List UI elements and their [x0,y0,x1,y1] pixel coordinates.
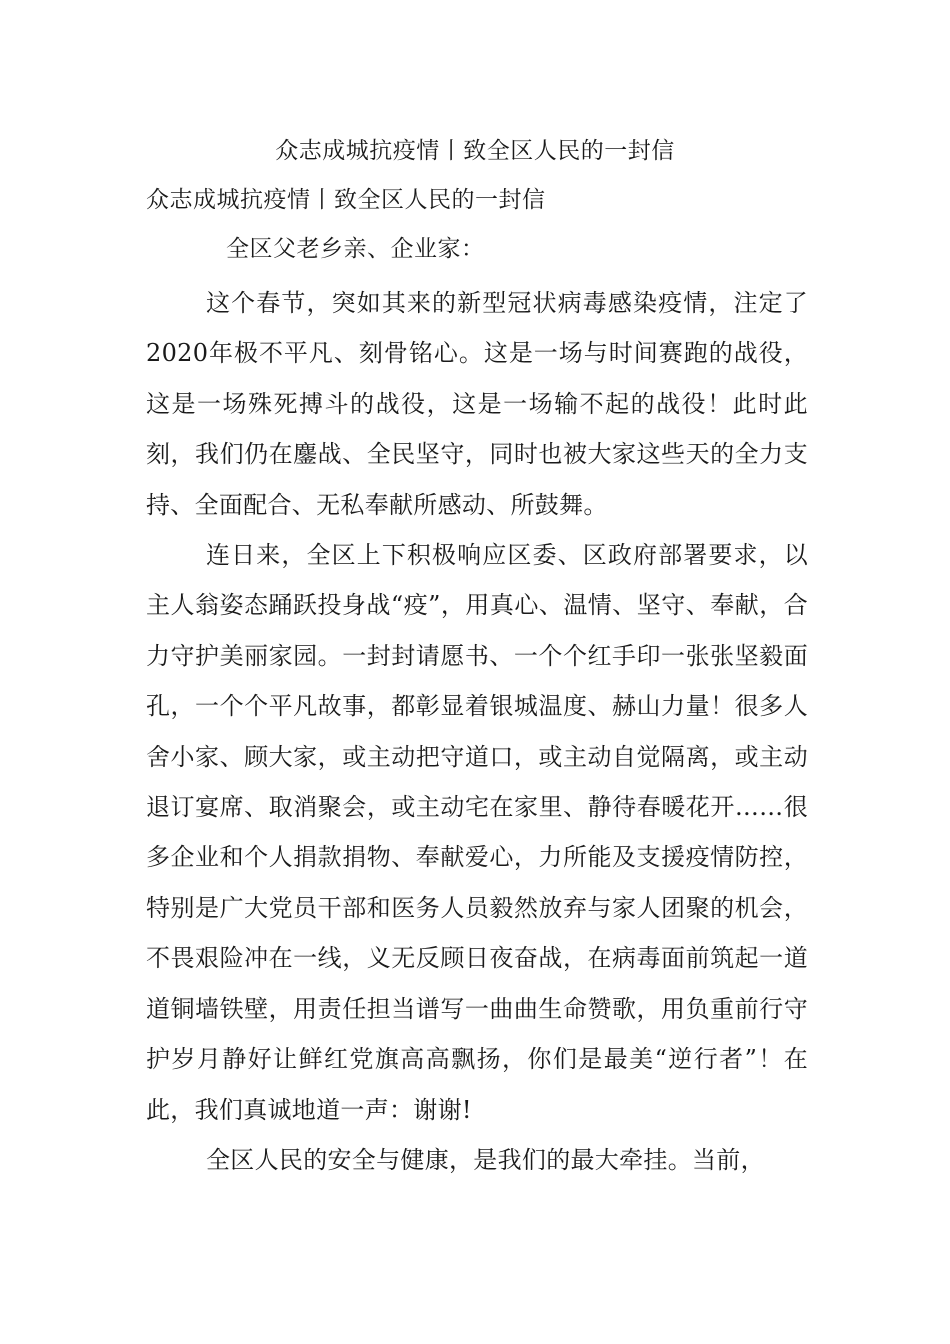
paragraph-3: 全区人民的安全与健康，是我们的最大牵挂。当前， [206,1145,765,1174]
paragraph-1: 这个春节，突如其来的新型冠状病毒感染疫情，注定了2020年极不平凡、刻骨铭心。这是一场与时间赛跑的战役，这是一场殊死搏斗的战役，这是一场输不起的战役！此时此刻，我们仍在鏖战、全民坚守，同时也被大家这些天的全力支持、全面配合、无私奉献所感动、所鼓舞。 [146,289,808,519]
letter-body [146,278,808,1185]
letter-salutation: 全区父老乡亲、企业家： [226,236,485,262]
paragraph-2: 连日来，全区上下积极响应区委、区政府部署要求，以主人翁姿态踊跃投身战“疫”，用真心、温情、坚守、奉献，合力守护美丽家园。一封封请愿书、一个个红手印一张张坚毅面孔，一个个平凡故事，都彰显着银城温度、赫山力量！很多人舍小家、顾大家，或主动把守道口，或主动自觉隔离，或主动退订宴席、取消聚会，或主动宅在家里、静待春暖花开……很多企业和个人捐款捐物、奉献爱心，力所能及支援疫情防控，特别是广大党员干部和医务人员毅然放弃与家人团聚的机会，不畏艰险冲在一线，义无反顾日夜奋战，在病毒面前筑起一道道铜墙铁壁，用责任担当谱写一曲曲生命赞歌，用负重前行守护岁月静好让鲜红党旗高高飘扬，你们是最美“逆行者”！在此，我们真诚地道一声：谢谢! [146,541,808,1124]
document-title-repeated: 众志成城抗疫情丨致全区人民的一封信 [146,187,546,213]
document-title-centered: 众志成城抗疫情丨致全区人民的一封信 [275,138,675,164]
